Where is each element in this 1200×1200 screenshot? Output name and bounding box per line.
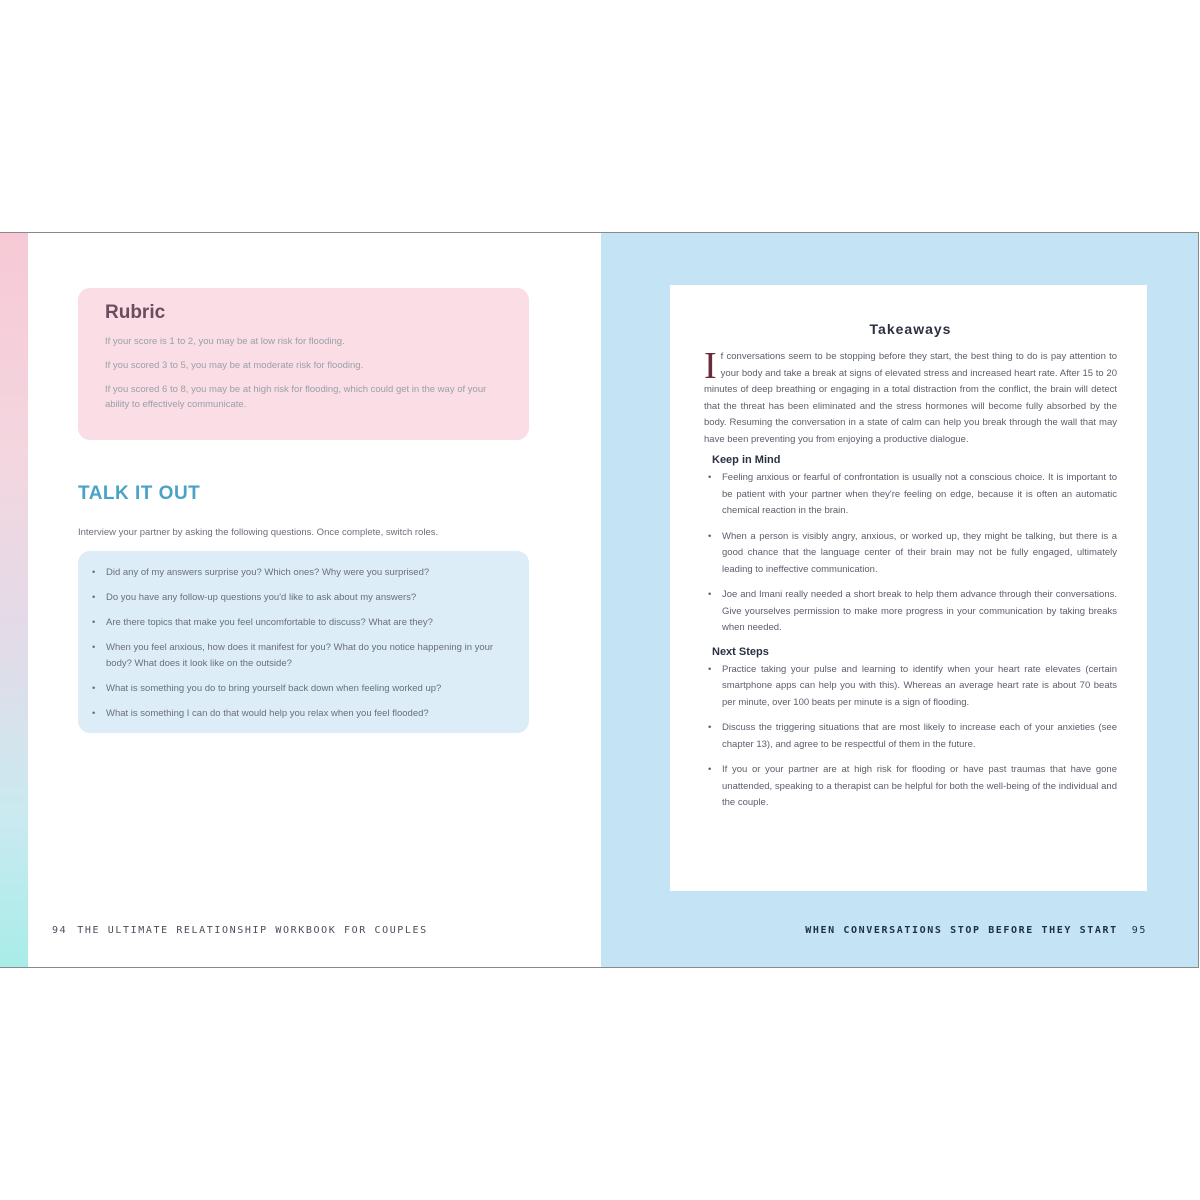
bullet-icon: •: [708, 472, 712, 483]
keep-in-mind-text: Feeling anxious or fearful of confrontation is usually not a conscious choice. It is important to be patient with your partner when they're feeling on edge, because it is often an automatic chemical reaction in the brain.: [722, 472, 1117, 516]
page-number-left: 94: [52, 925, 68, 936]
takeaways-title: Takeaways: [869, 321, 952, 337]
bullet-icon: •: [92, 617, 96, 628]
chapter-title: WHEN CONVERSATIONS STOP BEFORE THEY START: [805, 925, 1118, 936]
bullet-icon: •: [708, 530, 712, 542]
keep-in-mind-item: [708, 529, 1117, 579]
keep-in-mind-heading: Keep in Mind: [712, 454, 781, 466]
question-text: When you feel anxious, how does it manifest for you? What do you notice happening in your body? What does it look like on the outside?: [106, 642, 494, 669]
question-text: What is something you do to bring yourself back down when feeling worked up?: [106, 683, 442, 694]
question-text: Are there topics that make you feel uncomfortable to discuss? What are they?: [106, 617, 433, 628]
right-page-footer: [805, 925, 1147, 936]
next-steps-item: [708, 662, 1117, 712]
rubric-line-moderate: If you scored 3 to 5, you may be at moderate risk for flooding.: [105, 360, 364, 371]
dropcap: I: [704, 345, 717, 387]
left-gradient-strip: [0, 233, 28, 967]
keep-in-mind-item: [708, 587, 1117, 637]
takeaways-intro: [704, 345, 1117, 448]
bullet-icon: •: [92, 708, 96, 719]
left-page-footer: [52, 925, 428, 936]
rubric-box: [78, 288, 529, 440]
keep-in-mind-list: [704, 470, 1117, 637]
next-steps-heading: Next Steps: [712, 645, 769, 658]
left-page: [0, 233, 600, 967]
book-spread: [0, 232, 1199, 968]
question-item: [92, 681, 509, 697]
question-text: What is something I can do that would help you relax when you feel flooded?: [106, 708, 429, 719]
rubric-line-high: If you scored 6 to 8, you may be at high risk for flooding, which could get in the way of your ability to effectively communicate.: [105, 384, 487, 410]
question-item: [92, 590, 509, 606]
takeaways-card: [670, 285, 1147, 891]
questions-list: [92, 565, 509, 722]
questions-box: [78, 551, 529, 733]
rubric-line-low: If your score is 1 to 2, you may be at low risk for flooding.: [105, 336, 345, 347]
next-steps-text: If you or your partner are at high risk for flooding or have past traumas that have gone unattended, speaking to a therapist can be helpful for both the well-being of the individual and the couple.: [722, 764, 1117, 808]
next-steps-list: [704, 662, 1117, 812]
bullet-icon: •: [92, 642, 96, 653]
question-text: Did any of my answers surprise you? Which ones? Why were you surprised?: [106, 567, 430, 578]
next-steps-item: [708, 762, 1117, 812]
rubric-title: Rubric: [105, 302, 166, 323]
bullet-icon: •: [92, 683, 96, 694]
next-steps-item: [708, 720, 1117, 753]
page-number-right: 95: [1131, 925, 1147, 936]
bullet-icon: •: [708, 663, 712, 675]
next-steps-text: Practice taking your pulse and learning to identify when your heart rate elevates (certain smartphone apps can help you with this). Whereas an average heart rate is about 70 beats per minute, over 100 beats per minute is a sign of flooding.: [722, 663, 1117, 708]
keep-in-mind-text: When a person is visibly angry, anxious, or worked up, they might be talking, but there is a good chance that the language center of their brain may not be fully engaged, ultimately leading to ineffective communication.: [722, 530, 1117, 575]
right-page: [601, 233, 1199, 967]
talk-it-out-title: TALK IT OUT: [78, 483, 201, 504]
takeaways-intro-text: f conversations seem to be stopping before they start, the best thing to do is pay attention to your body and take a break at signs of elevated stress and increased heart rate. After 15 to 20 minutes of deep breathing or engaging in a total distraction from the conflict, the brain will detect that the threat has been eliminated and the stress hormones will become fully absorbed by the body. Resuming the conversation in a state of calm can help you break through the wall that may have been preventing you from enjoying a productive dialogue.: [704, 351, 1117, 445]
bullet-icon: •: [708, 589, 712, 600]
bullet-icon: •: [708, 764, 712, 775]
question-item: [92, 615, 509, 631]
keep-in-mind-item: [708, 470, 1117, 520]
bullet-icon: •: [92, 592, 96, 603]
book-title: THE ULTIMATE RELATIONSHIP WORKBOOK FOR COUPLES: [77, 925, 428, 936]
question-text: Do you have any follow-up questions you'd like to ask about my answers?: [106, 592, 417, 603]
keep-in-mind-text: Joe and Imani really needed a short break to help them advance through their conversations. Give yourselves permission to make more progress in your communication by taking breaks when needed.: [722, 589, 1117, 633]
talk-it-out-intro: Interview your partner by asking the following questions. Once complete, switch roles.: [78, 527, 439, 538]
question-item: [92, 565, 509, 581]
question-item: [92, 706, 509, 722]
question-item: [92, 640, 509, 672]
next-steps-text: Discuss the triggering situations that are most likely to increase each of your anxieties (see chapter 13), and agree to be respectful of them in the future.: [722, 722, 1117, 750]
bullet-icon: •: [92, 567, 96, 578]
bullet-icon: •: [708, 722, 712, 733]
